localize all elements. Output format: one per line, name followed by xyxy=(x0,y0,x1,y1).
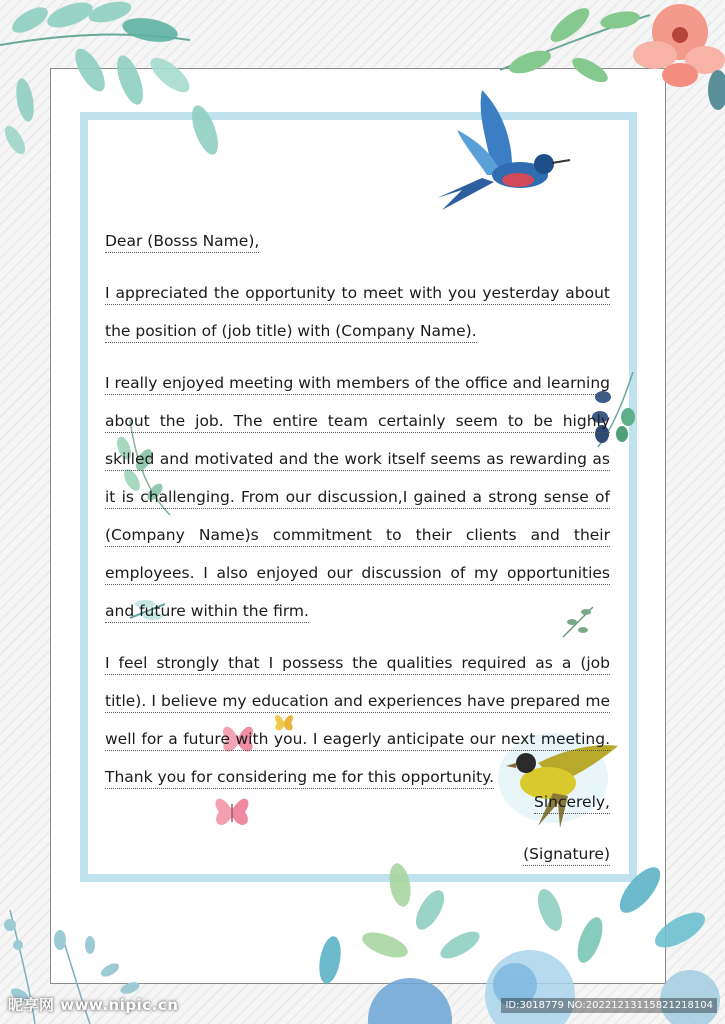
paragraph-2-text: I really enjoyed meeting with members of the office and learning about the job. The entire team certainly seem to be highly skilled and motivated and the work itself seems as rewarding as it is challenging. From our discussion,I gained a strong sense of (Company Name)s commitment to their clients and their employees. I also enjoyed our discussion of my opportunities and future within the firm. xyxy=(105,374,610,623)
leaves-top-left-decoration xyxy=(0,0,240,175)
letter-paragraph-2 xyxy=(105,364,610,630)
hummingbird-illustration xyxy=(432,80,572,225)
closing-text: Sincerely, xyxy=(534,793,610,814)
site-watermark: 昵享网 www.nipic.cn xyxy=(8,996,179,1014)
paragraph-1-text: I appreciated the opportunity to meet with you yesterday about the position of (job title) with (Company Name). xyxy=(105,284,610,343)
letter-body xyxy=(105,222,610,796)
paragraph-3-text: I feel strongly that I possess the qualities required as a (job title). I believe my education and experiences have prepared me well for a future with you. I eagerly anticipate our next meeting. Thank you for considering me for this opportunity. xyxy=(105,654,610,789)
id-watermark: ID:3018779 NO:20221213115821218104 xyxy=(501,998,717,1013)
letter-greeting xyxy=(105,222,610,260)
letter-closing xyxy=(523,776,610,880)
butterfly-pink-small-illustration xyxy=(210,790,254,832)
letter-paragraph-3 xyxy=(105,644,610,796)
letter-paragraph-1 xyxy=(105,274,610,350)
signature-text: (Signature) xyxy=(523,845,610,866)
greeting-text: Dear (Bosss Name), xyxy=(105,232,259,253)
